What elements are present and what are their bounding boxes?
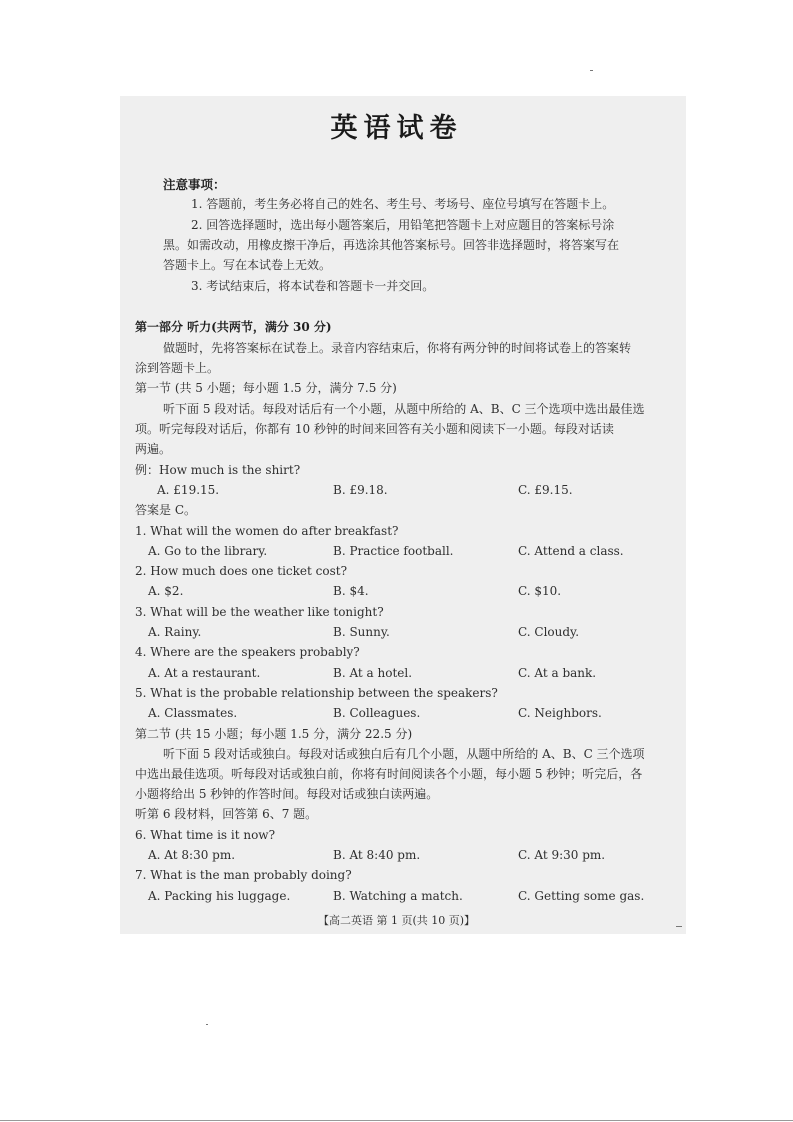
option: A. At a restaurant. bbox=[148, 666, 261, 680]
page-edge-line bbox=[0, 1120, 793, 1121]
scan-speck bbox=[206, 1024, 208, 1025]
page-footer: 【高二英语 第 1 页(共 10 页)】 bbox=[317, 914, 476, 927]
option: A. $2. bbox=[148, 584, 184, 598]
section2-material: 听第 6 段材料，回答第 6、7 题。 bbox=[135, 807, 318, 821]
option: C. At 9:30 pm. bbox=[518, 848, 606, 862]
notice-item: 答题卡上。写在本试卷上无效。 bbox=[163, 258, 332, 272]
question: 7. What is the man probably doing? bbox=[135, 868, 352, 882]
section2-intro: 听下面 5 段对话或独白。每段对话或独白后有几个小题，从题中所给的 A、B、C 三个选项 bbox=[163, 747, 645, 761]
option: A. Rainy. bbox=[148, 625, 202, 639]
part1-intro: 做题时，先将答案标在试卷上。录音内容结束后，你将有两分钟的时间将试卷上的答案转 bbox=[163, 341, 632, 355]
notice-item: 1. 答题前，考生务必将自己的姓名、考生号、考场号、座位号填写在答题卡上。 bbox=[191, 197, 615, 211]
option: B. At a hotel. bbox=[333, 666, 413, 680]
part1-heading: 第一部分 听力(共两节，满分 30 分) bbox=[135, 320, 332, 334]
question: 1. What will the women do after breakfast? bbox=[135, 524, 399, 538]
page-title: 英语试卷 bbox=[330, 113, 463, 144]
option: B. $4. bbox=[333, 584, 369, 598]
question: 4. Where are the speakers probably? bbox=[135, 645, 360, 659]
example-option: A. £19.15. bbox=[157, 483, 220, 497]
option: A. Go to the library. bbox=[148, 544, 268, 558]
notice-item: 2. 回答选择题时，选出每小题答案后，用铅笔把答题卡上对应题目的答案标号涂 bbox=[191, 218, 615, 232]
scan-speck bbox=[590, 70, 593, 71]
option: B. Watching a match. bbox=[333, 889, 463, 903]
section1-intro: 两遍。 bbox=[135, 442, 172, 456]
option: A. At 8:30 pm. bbox=[148, 848, 236, 862]
option: B. Practice football. bbox=[333, 544, 454, 558]
section2-intro: 中选出最佳选项。听每段对话或独白前，你将有时间阅读各个小题，每小题 5 秒钟；听完后，各 bbox=[135, 767, 643, 781]
option: B. At 8:40 pm. bbox=[333, 848, 421, 862]
example-option: C. £9.15. bbox=[518, 483, 573, 497]
section1-intro: 听下面 5 段对话。每段对话后有一个小题，从题中所给的 A、B、C 三个选项中选出最佳选 bbox=[163, 402, 645, 416]
question: 6. What time is it now? bbox=[135, 828, 276, 842]
option: C. At a bank. bbox=[518, 666, 597, 680]
question: 3. What will be the weather like tonight? bbox=[135, 605, 384, 619]
question: 5. What is the probable relationship between the speakers? bbox=[135, 686, 498, 700]
example-option: B. £9.18. bbox=[333, 483, 388, 497]
example-answer: 答案是 C。 bbox=[135, 503, 196, 517]
section1-heading: 第一节 (共 5 小题；每小题 1.5 分，满分 7.5 分) bbox=[135, 381, 397, 395]
section2-intro: 小题将给出 5 秒钟的作答时间。每段对话或独白读两遍。 bbox=[135, 787, 439, 801]
part1-intro: 涂到答题卡上。 bbox=[135, 361, 220, 375]
option: C. Getting some gas. bbox=[518, 889, 645, 903]
option: C. Neighbors. bbox=[518, 706, 602, 720]
example-question: 例：How much is the shirt? bbox=[135, 463, 301, 477]
notice-item: 3. 考试结束后，将本试卷和答题卡一并交回。 bbox=[191, 279, 435, 293]
notice-item: 黑。如需改动，用橡皮擦干净后，再选涂其他答案标号。回答非选择题时，将答案写在 bbox=[163, 238, 620, 252]
option: C. Cloudy. bbox=[518, 625, 580, 639]
option: A. Packing his luggage. bbox=[148, 889, 291, 903]
option: A. Classmates. bbox=[148, 706, 238, 720]
option: C. Attend a class. bbox=[518, 544, 624, 558]
section1-intro: 项。听完每段对话后，你都有 10 秒钟的时间来回答有关小题和阅读下一小题。每段对话读 bbox=[135, 422, 614, 436]
option: B. Sunny. bbox=[333, 625, 390, 639]
section2-heading: 第二节 (共 15 小题；每小题 1.5 分，满分 22.5 分) bbox=[135, 727, 413, 741]
question: 2. How much does one ticket cost? bbox=[135, 564, 348, 578]
option: C. $10. bbox=[518, 584, 562, 598]
option: B. Colleagues. bbox=[333, 706, 421, 720]
notice-heading: 注意事项： bbox=[163, 177, 226, 192]
